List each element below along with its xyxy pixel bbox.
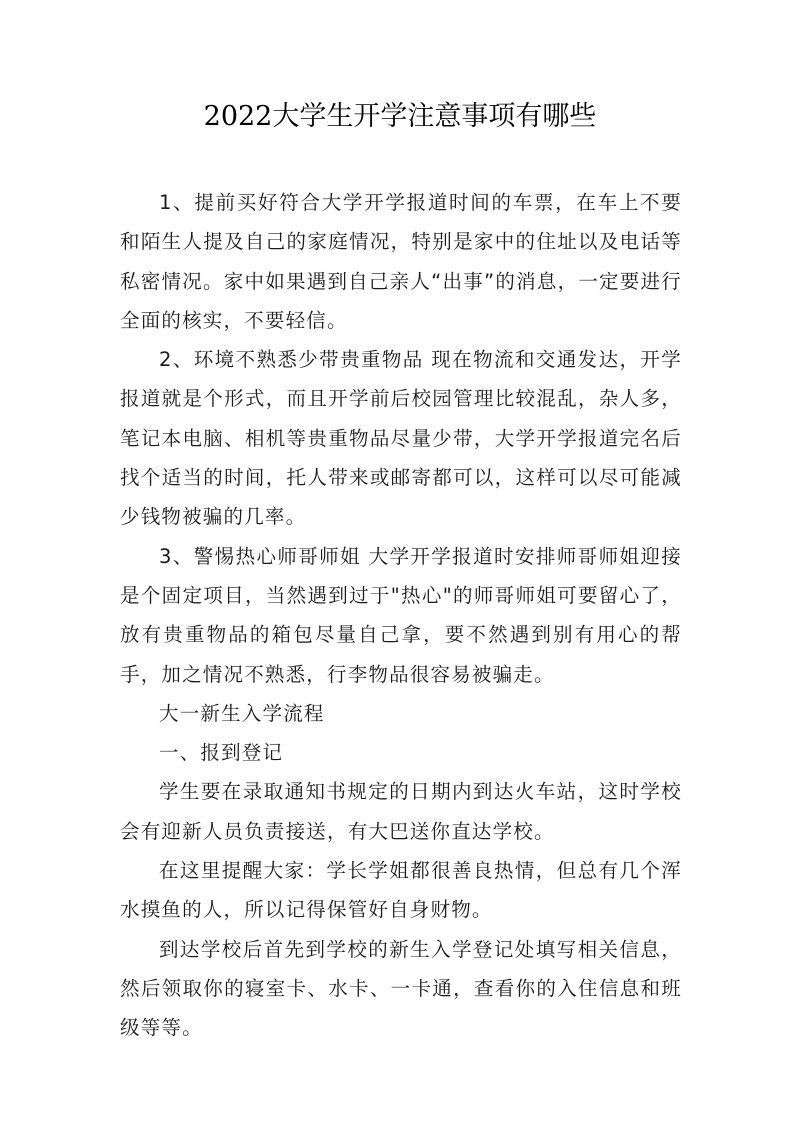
paragraph-tip-1: 1、提前买好符合大学开学报道时间的车票，在车上不要和陌生人提及自己的家庭情况，特别是家中的住址以及电话等私密情况。家中如果遇到自己亲人“出事”的消息，一定要进行全面的核实，不要轻信。 [120,191,682,332]
paragraph-tip-2: 2、环境不熟悉少带贵重物品 现在物流和交通发达，开学报道就是个形式，而且开学前后校园管理比较混乱，杂人多，笔记本电脑、相机等贵重物品尽量少带，大学开学报道完名后找个适当的时间，托人带来或邮寄都可以，这样可以尽可能减少钱物被骗的几率。 [120,348,682,529]
document-title: 2022大学生开学注意事项有哪些 [203,101,597,132]
paragraph-tip-3: 3、警惕热心师哥师姐 大学开学报道时安排师哥师姐迎接是个固定项目，当然遇到过于"热心"的师哥师姐可要留心了，放有贵重物品的箱包尽量自己拿，要不然遇到别有用心的帮手，加之情况不熟悉，行李物品很容易被骗走。 [120,544,682,686]
paragraph-reminder: 在这里提醒大家：学长学姐都很善良热情，但总有几个浑水摸鱼的人，所以记得保管好自身财物。 [120,859,682,922]
document-body [120,183,682,1048]
paragraph-registration-steps: 到达学校后首先到学校的新生入学登记处填写相关信息，然后领取你的寝室卡、水卡、一卡通，查看你的入住信息和班级等等。 [120,937,682,1040]
section-heading-enrollment-process: 大一新生入学流程 [159,701,325,725]
subsection-heading-registration: 一、报到登记 [159,741,284,765]
paragraph-arrival: 学生要在录取通知书规定的日期内到达火车站，这时学校会有迎新人员负责接送，有大巴送你直达学校。 [120,780,682,843]
